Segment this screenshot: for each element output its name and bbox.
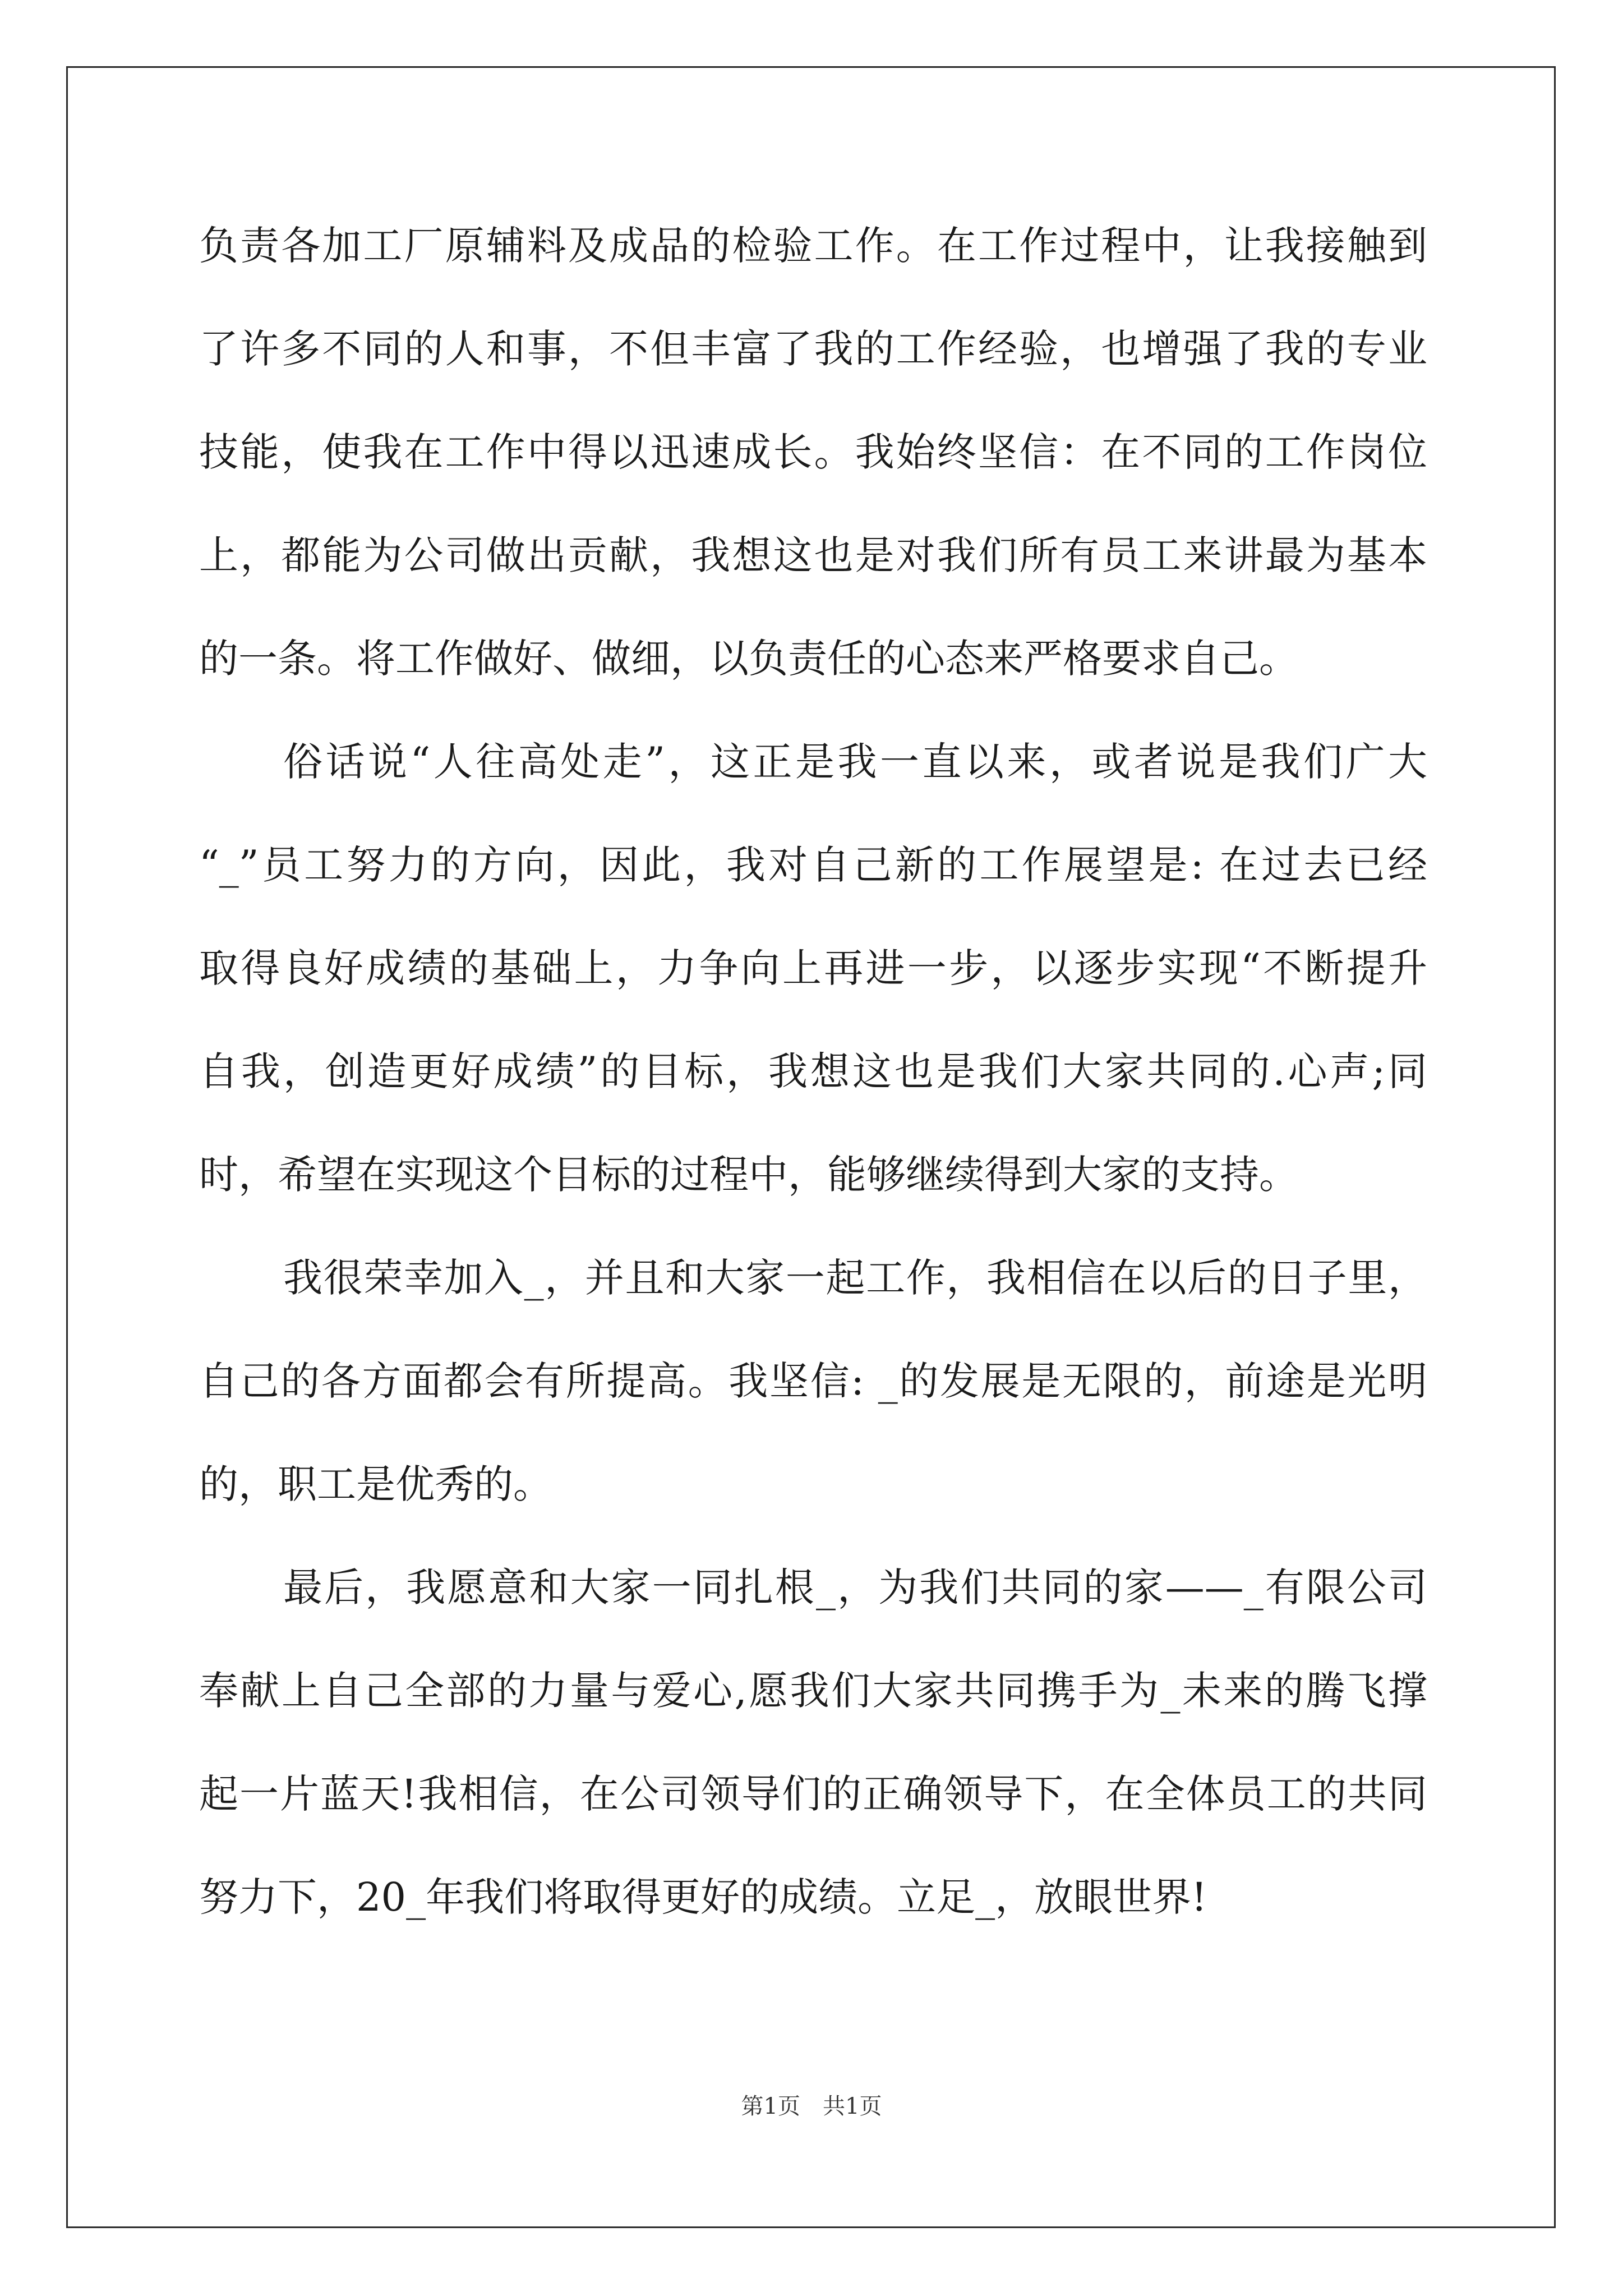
page-number: 第1页	[741, 2093, 800, 2119]
text-line: 俗话说“人往高处走”，这正是我一直以来，或者说是我们广大	[283, 739, 1427, 785]
text-line: 取得良好成绩的基础上，力争向上再进一步，以逐步实现“不断提升	[199, 945, 1427, 991]
text-line: 技能，使我在工作中得以迅速成长。我始终坚信：在不同的工作岗位	[199, 429, 1427, 475]
text-line: 上，都能为公司做出贡献，我想这也是对我们所有员工来讲最为基本	[199, 532, 1427, 578]
text-line: 起一片蓝天!我相信，在公司领导们的正确领导下，在全体员工的共同	[199, 1771, 1427, 1817]
text-line: 努力下，20_年我们将取得更好的成绩。立足_，放眼世界!	[199, 1874, 1207, 1920]
text-line: 自己的各方面都会有所提高。我坚信: _的发展是无限的，前途是光明	[199, 1358, 1427, 1404]
page-total: 共1页	[823, 2093, 882, 2119]
page-footer	[0, 2090, 1623, 2123]
text-line: 的，职工是优秀的。	[199, 1461, 552, 1507]
text-line: 奉献上自己全部的力量与爱心,愿我们大家共同携手为_未来的腾飞撑	[199, 1668, 1427, 1714]
text-line: 时，希望在实现这个目标的过程中，能够继续得到大家的支持。	[199, 1152, 1298, 1198]
text-line: 最后，我愿意和大家一同扎根_，为我们共同的家——_有限公司	[283, 1565, 1427, 1611]
text-line: 自我，创造更好成绩”的目标，我想这也是我们大家共同的.心声;同	[199, 1048, 1427, 1094]
text-line: 我很荣幸加入_，并且和大家一起工作，我相信在以后的日子里，	[283, 1255, 1427, 1301]
text-line: 的一条。将工作做好、做细，以负责任的心态来严格要求自己。	[199, 636, 1298, 682]
text-line: “_”员工努力的方向，因此，我对自己新的工作展望是: 在过去已经	[199, 842, 1427, 888]
text-line: 了许多不同的人和事，不但丰富了我的工作经验，也增强了我的专业	[199, 326, 1427, 372]
text-line: 负责各加工厂原辅料及成品的检验工作。在工作过程中，让我接触到	[199, 223, 1427, 269]
